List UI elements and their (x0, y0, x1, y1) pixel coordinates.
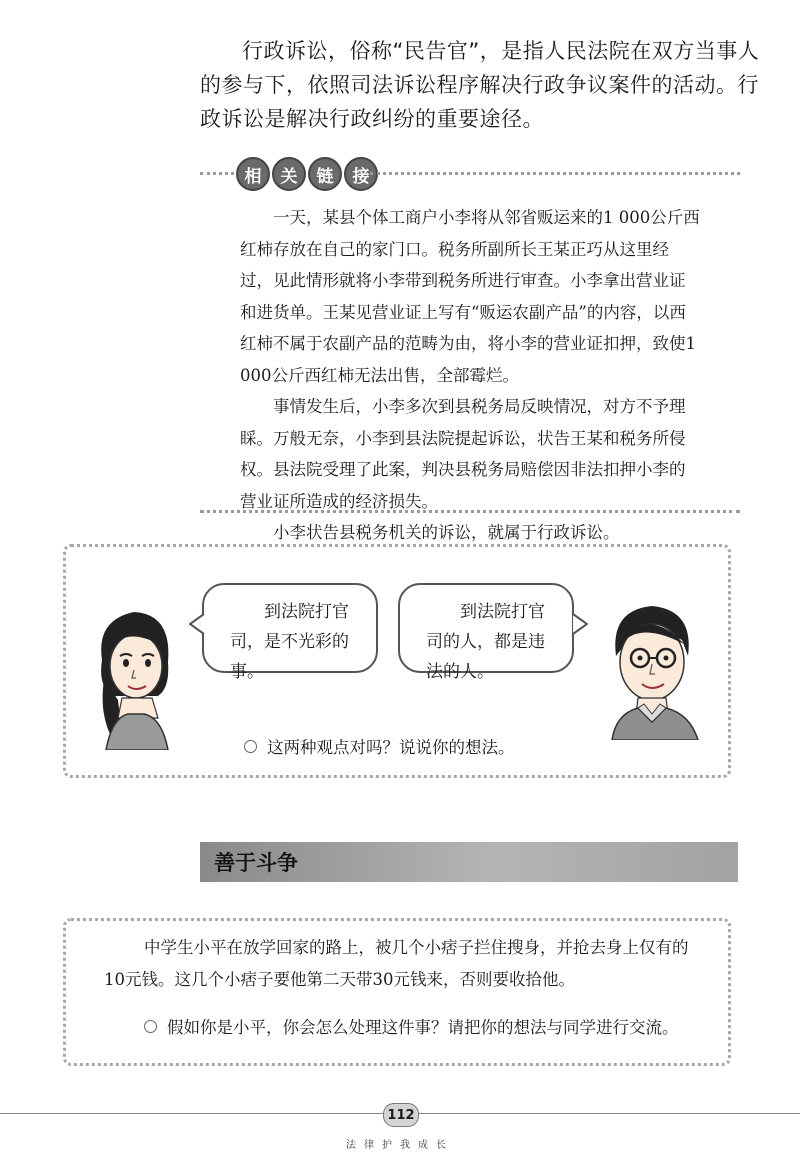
related-link-title (236, 157, 378, 191)
related-story (240, 202, 700, 549)
title-char-2: 关 (272, 157, 306, 191)
book-title: 法律护我成长 (346, 1140, 454, 1151)
story-paragraph-2: 事情发生后，小李多次到县税务局反映情况，对方不予理睬。万般无奈，小李到县法院提起诉讼，状告王某和税务所侵权。县法院受理了此案，判决县税务局赔偿因非法扣押小李的营业证所造成的经济损失。 (240, 397, 686, 511)
speech-bubble-left (202, 583, 378, 682)
title-char-3: 链 (308, 157, 342, 191)
case-question-text: 假如你是小平，你会怎么处理这件事？请把你的想法与同学进行交流。 (167, 1018, 679, 1037)
speech-bubble-right (398, 583, 574, 682)
question-bullet-icon (244, 740, 257, 753)
dotted-divider-bottom (200, 510, 740, 513)
story-paragraph-1: 一天，某县个体工商户小李将从邻省贩运来的1 000公斤西红柿存放在自己的家门口。税务所副所长王某正巧从这里经过，见此情形就将小李带到税务所进行审查。小李拿出营业证和进货单。王某见营业证上写有“贩运农副产品”的内容，以西红柿不属于农副产品的范畴为由，将小李的营业证扣押，致使1 000公斤西红柿无法出售，全部霉烂。 (240, 208, 700, 385)
page-number: 112 (383, 1103, 419, 1127)
girl-illustration (88, 600, 184, 750)
bubble-right-text: 到法院打官司的人，都是违法的人。 (426, 602, 545, 682)
story-paragraph-3: 小李状告县税务机关的诉讼，就属于行政诉讼。 (273, 523, 620, 542)
bubble-left-text: 到法院打官司，是不光彩的事。 (230, 602, 349, 682)
intro-paragraph: 行政诉讼，俗称“民告官”，是指人民法院在双方当事人的参与下，依照司法诉讼程序解决行政争议案件的活动。行政诉讼是解决行政纠纷的重要途径。 (200, 39, 760, 131)
section-header (200, 842, 738, 882)
boy-illustration (598, 600, 708, 740)
title-char-1: 相 (236, 157, 270, 191)
discussion-question-text: 这两种观点对吗？说说你的想法。 (267, 738, 515, 757)
title-char-4: 接 (344, 157, 378, 191)
discussion-question (244, 734, 515, 758)
case-text: 中学生小平在放学回家的路上，被几个小痞子拦住搜身，并抢去身上仅有的10元钱。这几个小痞子要他第二天带30元钱来，否则要收拾他。 (104, 938, 689, 989)
dotted-divider-right (370, 172, 740, 175)
question-bullet-icon (144, 1020, 157, 1033)
section-title: 善于斗争 (214, 851, 298, 875)
case-question (144, 1014, 679, 1038)
bubble-tail-left (189, 612, 205, 636)
bubble-tail-right (572, 612, 588, 636)
dotted-divider-left (200, 172, 234, 175)
